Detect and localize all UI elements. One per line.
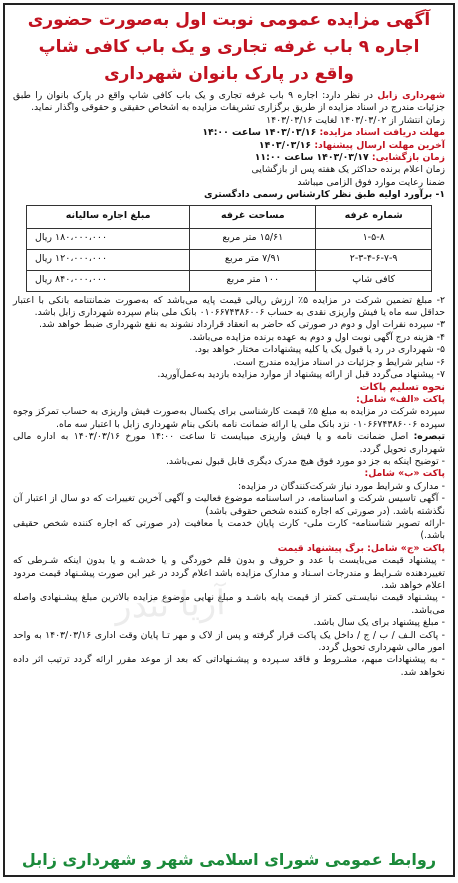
header-annual-rent: مبلغ اجاره سالیانه — [26, 205, 189, 228]
booth-area: ۱۰۰ متر مربع — [190, 270, 316, 291]
rent-table — [26, 205, 432, 292]
receive-deadline — [13, 127, 445, 139]
item-7: ۷- پیشنهاد می‌گردد قبل از ارائه پیشنهاد از موارد مزایده بازدید به‌عمل‌آورید. — [157, 369, 445, 381]
booth-number: کافی شاپ — [316, 270, 432, 291]
booth-area: ۱۵/۶۱ متر مربع — [190, 228, 316, 249]
footer-signature: روابط عمومی شورای اسلامی شهر و شهرداری زابل — [21, 850, 437, 869]
item-4: ۴- هزینه درج آگهی نوبت اول و دوم به عهده برنده مزایده می‌باشد. — [189, 331, 445, 343]
envelope-b-item: - مدارک و شرایط مورد نیاز شرکت‌کنندگان در مزایده: — [237, 480, 445, 492]
item-3: ۳- سپرده نفرات اول و دوم در صورتی که حاضر به انعقاد قرارداد نشوند به نفع شهرداری ضبط خواهد شد. — [39, 319, 445, 331]
intro-paragraph — [13, 90, 445, 115]
watermark: آریا تندر — [114, 583, 227, 627]
attendance-note: ضمنا رعایت موارد فوق الزامی میباشد — [297, 176, 445, 188]
annual-rent: ۱۸۰،۰۰۰،۰۰۰ ریال — [26, 228, 189, 249]
envelope-c-item: - پیشـنهاد قیمت نبایسـتی کمتر از قیمت پایه باشـد و مبلغ نهایی موضوع مزایده بالاترین مبلغ پیشـنهادی واصله می‌باشد. — [13, 592, 445, 616]
note-label: تبصره: — [413, 431, 445, 443]
annual-rent: ۱۲۰،۰۰۰،۰۰۰ ریال — [26, 249, 189, 270]
header-booth-area: مساحت غرفه — [190, 205, 316, 228]
intro-text: در نظر دارد: اجاره ۹ باب غرفه تجاری و یک باب کافی شاپ واقع در پارک بانوان را طبق جزئیات مندرج در اسناد مزایده از طریق برگزاری تشریفات مزایده به اشخاص حقیقی و حقوقی واگذار نماید. — [13, 90, 445, 114]
booth-area: ۷/۹۱ متر مربع — [190, 249, 316, 270]
note-paragraph — [13, 431, 445, 456]
annual-rent: ۸۴۰،۰۰۰،۰۰۰ ریال — [26, 270, 189, 291]
title-line-3: واقع در پارک بانوان شهرداری — [104, 64, 354, 84]
publish-date: زمان انتشار از ۱۴۰۳/۰۳/۰۲ لغایت ۱۴۰۳/۰۳/۱۶ — [266, 114, 445, 126]
organization-name: شهرداری زابل — [377, 90, 445, 101]
note-2: - توضیح اینکه به جز دو مورد فوق هیچ مدرک دیگری قابل قبول نمی‌باشد. — [165, 455, 445, 467]
table-row — [26, 228, 431, 249]
envelope-b-heading: پاکت «ب» شامل: — [364, 468, 445, 480]
winner-announcement: زمان اعلام برنده حداکثر یک هفته پس از بازگشایی — [251, 164, 445, 176]
table-row — [26, 249, 431, 270]
envelope-a-heading: پاکت «الف» شامل: — [356, 393, 445, 405]
opening-time — [13, 152, 445, 164]
booth-number: ۲-۳-۴-۶-۷-۹ — [316, 249, 432, 270]
item-1: ۱- برآورد اولیه طبق نظر کارشناس رسمی دادگستری — [203, 189, 445, 201]
table-header-row — [26, 205, 431, 228]
submit-deadline — [13, 140, 445, 152]
envelope-b-item: -ارائه تصویر شناسنامه- کارت ملی- کارت پایان خدمت یا معافیت (در صورتی که اجاره کننده شخص حقیقی باشد.) — [13, 517, 445, 542]
submit-value: ۱۴۰۳/۰۳/۱۶ — [258, 139, 315, 151]
envelope-c-item: - پیشنهاد قیمت می‌بایست با عدد و حروف و بدون قلم خوردگی و یا خدشـه و یا بدون اینکه شـرطی که تغییردهنده شـرایط و مندرجات اسـناد و مدارک مزایده باشد اعلام گردد در غیر این صورت پیشـنهاد قیمت مردود اعلام خواهد شد. — [13, 555, 445, 591]
item-6: ۶- سایر شرایط و جزئیات در اسناد مزایده مندرج است. — [233, 356, 445, 368]
notice-title — [5, 5, 453, 88]
item-5: ۵- شهرداری در رد یا قبول یک یا کلیه پیشنهادات مختار خواهد بود. — [194, 344, 445, 356]
envelope-c-item: - به پیشنهادات مبهم، مشـروط و فاقد سـپرده و پیشـنهاداتی که بعد از موعد مقرر ارائه گردد ترتیب اثر داده نخواهد شد. — [13, 654, 445, 678]
envelope-a-text: سپرده شرکت در مزایده به مبلغ ۵٪ قیمت کارشناسی برای یکسال به‌صورت فیش واریزی به حساب تمرکز وجوه سپرده ۰۱۰۶۶۷۴۳۸۶۰۰۶ نزد بانک ملی یا ارائه ضمانت نامه بانکی بنام شهرداری زابل با اعتبار سه ماه. — [13, 406, 445, 430]
booth-number: ۱-۵-۸ — [316, 228, 432, 249]
note-text: اصل ضمانت نامه و یا فیش واریزی میبایست تا ساعت ۱۴:۰۰ مورخ ۱۴۰۳/۰۳/۱۶ به اداره مالی شهرداری تحویل گردد. — [13, 431, 445, 455]
auction-notice — [3, 3, 455, 877]
envelope-c-item: - مبلغ پیشنهاد برای یک سال باشد. — [313, 617, 445, 629]
opening-label: زمان بازگشایی: — [371, 152, 445, 164]
title-line-2: اجاره ۹ باب غرفه تجاری و یک باب کافی شاپ — [38, 37, 420, 57]
notice-body — [5, 88, 453, 679]
envelope-c-heading: پاکت «ج» شامل: برگ پیشنهاد قیمت — [277, 542, 445, 554]
item-2: ۲- مبلغ تضمین شرکت در مزایده ۵٪ ارزش ریالی قیمت پایه می‌باشد که به‌صورت ضمانتنامه بانکی با اعتبار حداقل سه ماه یا فیش واریزی نقدی به حساب ۰۱۰۶۶۷۴۳۸۶۰۰۶ بانک ملی بنام سپرده شهرداری زابل باشد. — [13, 294, 446, 319]
opening-value: ۱۴۰۳/۰۳/۱۷ ساعت ۱۱:۰۰ — [254, 152, 372, 164]
table-row — [26, 270, 431, 291]
submit-label: آخرین مهلت ارسال پیشنهاد: — [314, 139, 445, 151]
receive-label: مهلت دریافت اسناد مزایده: — [319, 127, 445, 139]
delivery-heading: نحوه تسلیم پاکات — [359, 381, 445, 393]
envelope-c-item: - پاکت الـف / ب / ج / داخل یک پاکت قرار گرفته و پس از لاک و مهر تـا پایان وقت اداری ۱۴۰۳/۰۳/۱۶ به واحد امور مالی شهرداری تحویل گردد. — [13, 629, 446, 654]
title-line-1: آگهی مزایده عمومی نوبت اول به‌صورت حضوری — [27, 10, 431, 30]
header-booth-number: شماره غرفه — [316, 205, 432, 228]
envelope-b-item: - آگهی تاسیس شرکت و اساسنامه، در اساسنامه موضوع فعالیت و آگهی آخرین تغییرات که دو سال از اعتبار آن نگذشته باشد. (در صورتی که اجاره کننده شخص حقوقی باشد) — [13, 493, 445, 517]
receive-value: ۱۴۰۳/۰۳/۱۶ ساعت ۱۴:۰۰ — [202, 127, 320, 139]
